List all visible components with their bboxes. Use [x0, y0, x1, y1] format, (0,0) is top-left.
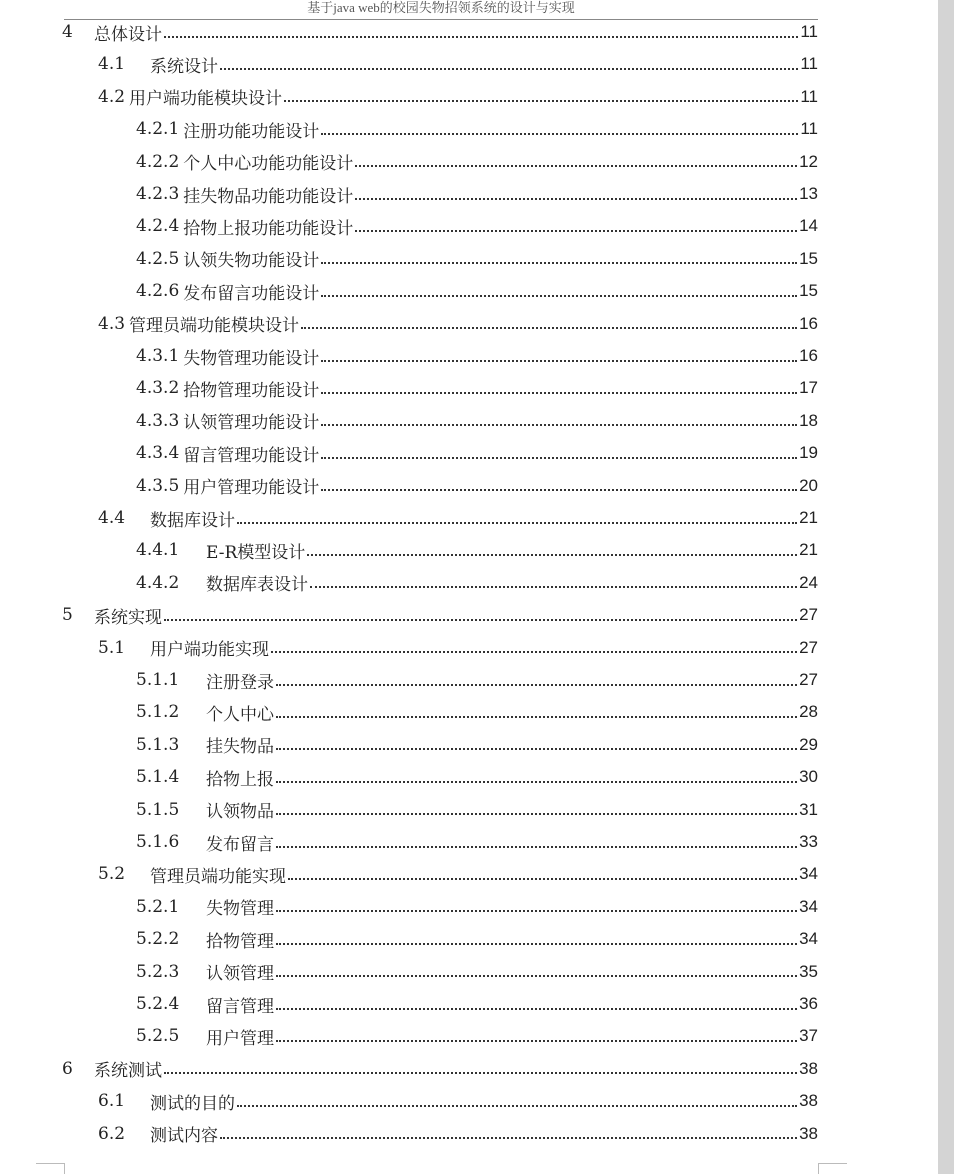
toc-entry-number: 4.2 [98, 86, 126, 107]
toc-entry-page: 27 [799, 670, 818, 689]
toc-entry-page: 12 [799, 151, 818, 171]
toc-entry[interactable] [136, 211, 818, 241]
toc-entry[interactable] [136, 892, 818, 922]
toc-entry[interactable] [136, 957, 818, 987]
toc-entry-number: 4.4.2 [136, 572, 180, 593]
toc-entry-page: 11 [800, 86, 818, 106]
toc-entry-number: 5.2 [98, 864, 126, 885]
toc-entry-title: 挂失物品 [206, 737, 274, 758]
toc-entry-title: 认领管理功能设计 [183, 413, 320, 434]
toc-entry-number: 4.3.2 [136, 378, 180, 399]
toc-entry-number: 5.2.1 [136, 896, 180, 917]
toc-entry[interactable] [62, 17, 818, 47]
page-corner-marker-right [818, 1163, 847, 1174]
toc-dot-leader [276, 909, 797, 912]
toc-entry-title: 失物管理 [206, 899, 274, 920]
toc-entry-title: 认领物品 [206, 802, 274, 823]
toc-entry-number: 5.2.4 [136, 994, 180, 1014]
toc-entry[interactable] [136, 1021, 818, 1051]
toc-entry-number: 4 [62, 22, 73, 42]
toc-entry-title: 发布留言 [206, 834, 274, 855]
toc-entry[interactable] [98, 633, 818, 663]
toc-dot-leader [220, 1136, 797, 1139]
toc-entry-number: 4.2.5 [136, 248, 180, 269]
toc-entry-page: 34 [799, 896, 818, 916]
toc-entry-page: 38 [799, 1123, 818, 1143]
toc-entry-number: 4.2.4 [136, 216, 180, 237]
toc-dot-leader [276, 942, 797, 945]
toc-entry-title: 注册功能功能设计 [183, 121, 320, 142]
toc-dot-leader [276, 683, 797, 686]
toc-entry-page: 37 [799, 1026, 818, 1046]
toc-entry-number: 5 [62, 605, 73, 626]
toc-entry-title: 系统实现 [94, 607, 162, 628]
toc-entry-title: 发布留言功能设计 [183, 283, 320, 304]
toc-entry-number: 5.1.2 [136, 702, 180, 723]
toc-entry[interactable] [136, 179, 818, 209]
toc-entry[interactable] [98, 82, 818, 112]
toc-entry-title: 用户管理 [206, 1028, 274, 1049]
toc-entry-number: 5.1.5 [136, 799, 180, 820]
toc-entry-title: 拾物上报功能功能设计 [183, 218, 354, 239]
toc-entry-page: 14 [799, 216, 818, 236]
toc-entry-number: 5.1 [98, 637, 126, 658]
toc-entry-number: 6 [62, 1058, 73, 1079]
toc-entry-page: 17 [799, 378, 818, 398]
toc-entry[interactable] [136, 924, 818, 954]
toc-dot-leader [321, 391, 797, 394]
toc-entry[interactable] [136, 697, 818, 727]
toc-entry-title: 拾物管理 [206, 931, 274, 952]
toc-entry[interactable] [136, 406, 818, 436]
toc-entry-page: 38 [799, 1058, 818, 1078]
toc-entry-number: 4.3.4 [136, 443, 180, 464]
toc-entry[interactable] [98, 309, 818, 339]
toc-dot-leader [276, 747, 797, 750]
toc-entry-number: 4.2.2 [136, 151, 180, 172]
toc-dot-leader [321, 456, 797, 459]
toc-entry-number: 4.2.6 [136, 281, 180, 302]
toc-dot-leader [164, 1071, 797, 1074]
toc-entry[interactable] [136, 373, 818, 403]
toc-entry-title: 系统测试 [94, 1061, 162, 1082]
toc-dot-leader [220, 67, 798, 70]
toc-entry[interactable] [136, 568, 818, 598]
toc-entry[interactable] [136, 147, 818, 177]
toc-dot-leader [321, 423, 797, 426]
toc-dot-leader [164, 35, 798, 38]
toc-entry-page: 34 [799, 929, 818, 949]
toc-dot-leader [321, 488, 797, 491]
toc-entry[interactable] [136, 827, 818, 857]
toc-dot-leader [307, 553, 797, 556]
toc-entry-number: 4.4 [98, 508, 126, 528]
toc-entry[interactable] [98, 1086, 818, 1116]
toc-entry-page: 21 [799, 540, 818, 560]
toc-entry-page: 38 [799, 1091, 818, 1111]
toc-entry-number: 4.3 [98, 313, 126, 334]
vertical-scrollbar[interactable] [938, 0, 954, 1174]
toc-entry-page: 11 [800, 54, 818, 74]
toc-entry[interactable] [62, 1054, 818, 1084]
toc-entry[interactable] [98, 1119, 818, 1149]
toc-dot-leader [237, 1104, 797, 1107]
toc-entry-page: 16 [799, 313, 818, 333]
toc-entry[interactable] [62, 600, 818, 630]
toc-entry-page: 18 [799, 410, 818, 430]
toc-dot-leader [301, 326, 797, 329]
toc-dot-leader [276, 715, 797, 718]
toc-entry-page: 11 [800, 22, 818, 41]
toc-entry-number: 4.3.5 [136, 475, 180, 496]
toc-entry-title: 测试内容 [150, 1126, 218, 1147]
toc-entry-title: 数据库设计 [150, 510, 235, 531]
toc-entry-page: 34 [799, 864, 818, 884]
toc-entry-page: 11 [800, 119, 818, 139]
toc-entry-page: 29 [799, 734, 818, 754]
toc-entry[interactable] [136, 795, 818, 825]
toc-entry-title: 个人中心功能功能设计 [183, 154, 354, 175]
toc-dot-leader [276, 974, 797, 977]
toc-entry-page: 24 [799, 572, 818, 592]
toc-entry-title: 拾物管理功能设计 [183, 380, 320, 401]
toc-entry-title: 数据库表设计 [206, 575, 308, 596]
toc-entry-title: 拾物上报 [206, 769, 274, 790]
toc-entry-title: 认领失物功能设计 [183, 251, 320, 272]
toc-entry-title: 总体设计 [94, 24, 162, 45]
toc-entry-title: 注册登录 [206, 672, 274, 693]
toc-entry-number: 5.1.3 [136, 734, 180, 755]
toc-entry-page: 27 [799, 605, 818, 625]
toc-dot-leader [321, 359, 797, 362]
toc-dot-leader [276, 1039, 797, 1042]
toc-entry-title: 用户管理功能设计 [183, 478, 320, 499]
header-title: 基于java web的校园失物招领系统的设计与实现 [307, 0, 575, 15]
page-corner-marker-left [36, 1163, 65, 1174]
toc-entry[interactable] [136, 438, 818, 468]
toc-dot-leader [276, 780, 797, 783]
toc-entry[interactable] [136, 535, 818, 565]
toc-dot-leader [355, 229, 797, 232]
toc-entry-title: E-R模型设计 [206, 542, 306, 563]
toc-entry-number: 4.1 [98, 54, 126, 75]
toc-entry-title: 留言管理功能设计 [183, 445, 320, 466]
toc-entry-page: 35 [799, 961, 818, 981]
toc-entry[interactable] [136, 341, 818, 371]
toc-entry-title: 挂失物品功能功能设计 [183, 186, 354, 207]
toc-entry-title: 用户端功能实现 [150, 640, 269, 661]
toc-entry-number: 5.1.4 [136, 767, 180, 788]
toc-dot-leader [276, 845, 797, 848]
toc-entry-page: 16 [799, 346, 818, 365]
toc-dot-leader [284, 99, 798, 102]
toc-dot-leader [355, 164, 797, 167]
toc-entry-page: 13 [799, 184, 818, 203]
toc-entry-title: 个人中心 [206, 704, 274, 725]
toc-entry-page: 21 [799, 508, 818, 527]
toc-entry-page: 15 [799, 281, 818, 301]
toc-entry-title: 失物管理功能设计 [183, 348, 320, 369]
toc-entry-page: 28 [799, 702, 818, 722]
toc-entry[interactable] [98, 503, 818, 533]
toc-entry-page: 30 [799, 767, 818, 787]
toc-entry-number: 5.2.3 [136, 961, 180, 982]
toc-entry-number: 6.2 [98, 1123, 126, 1144]
toc-dot-leader [321, 132, 798, 135]
toc-entry-page: 15 [799, 248, 818, 268]
toc-entry-number: 4.2.3 [136, 184, 180, 204]
toc-entry-page: 33 [799, 832, 818, 851]
toc-entry-number: 4.2.1 [136, 119, 180, 140]
toc-dot-leader [237, 521, 797, 524]
toc-entry-number: 4.3.3 [136, 410, 180, 431]
toc-entry[interactable] [136, 989, 818, 1019]
toc-entry-number: 5.2.2 [136, 929, 180, 950]
toc-entry-number: 4.4.1 [136, 540, 180, 561]
toc-entry[interactable] [136, 276, 818, 306]
toc-dot-leader [164, 618, 797, 621]
toc-entry[interactable] [136, 471, 818, 501]
toc-entry[interactable] [136, 665, 818, 695]
toc-dot-leader [355, 197, 797, 200]
toc-dot-leader [276, 1007, 797, 1010]
toc-entry-page: 31 [799, 799, 818, 819]
toc-entry-number: 5.1.6 [136, 832, 180, 852]
toc-entry-title: 管理员端功能模块设计 [129, 316, 300, 337]
toc-dot-leader [321, 294, 797, 297]
toc-entry-number: 5.2.5 [136, 1026, 180, 1047]
toc-dot-leader [310, 585, 797, 588]
toc-dot-leader [276, 812, 797, 815]
toc-entry[interactable] [98, 49, 818, 79]
toc-entry[interactable] [98, 859, 818, 889]
toc-entry-title: 留言管理 [206, 996, 274, 1017]
toc-entry-number: 5.1.1 [136, 670, 180, 690]
toc-entry-page: 27 [799, 637, 818, 657]
toc-dot-leader [271, 650, 797, 653]
toc-entry-title: 测试的目的 [150, 1093, 235, 1114]
toc-dot-leader [321, 261, 797, 264]
toc-entry-title: 系统设计 [150, 56, 218, 77]
toc-entry-page: 36 [799, 994, 818, 1013]
toc-entry[interactable] [136, 114, 818, 144]
toc-entry[interactable] [136, 730, 818, 760]
toc-entry-number: 4.3.1 [136, 346, 180, 366]
toc-entry-page: 20 [799, 475, 818, 495]
toc-entry-title: 管理员端功能实现 [150, 866, 286, 887]
toc-entry[interactable] [136, 762, 818, 792]
toc-entry[interactable] [136, 244, 818, 274]
toc-entry-number: 6.1 [98, 1091, 126, 1112]
toc-entry-title: 用户端功能模块设计 [129, 89, 283, 110]
toc-dot-leader [288, 877, 797, 880]
toc-entry-title: 认领管理 [206, 964, 274, 985]
toc-entry-page: 19 [799, 443, 818, 463]
